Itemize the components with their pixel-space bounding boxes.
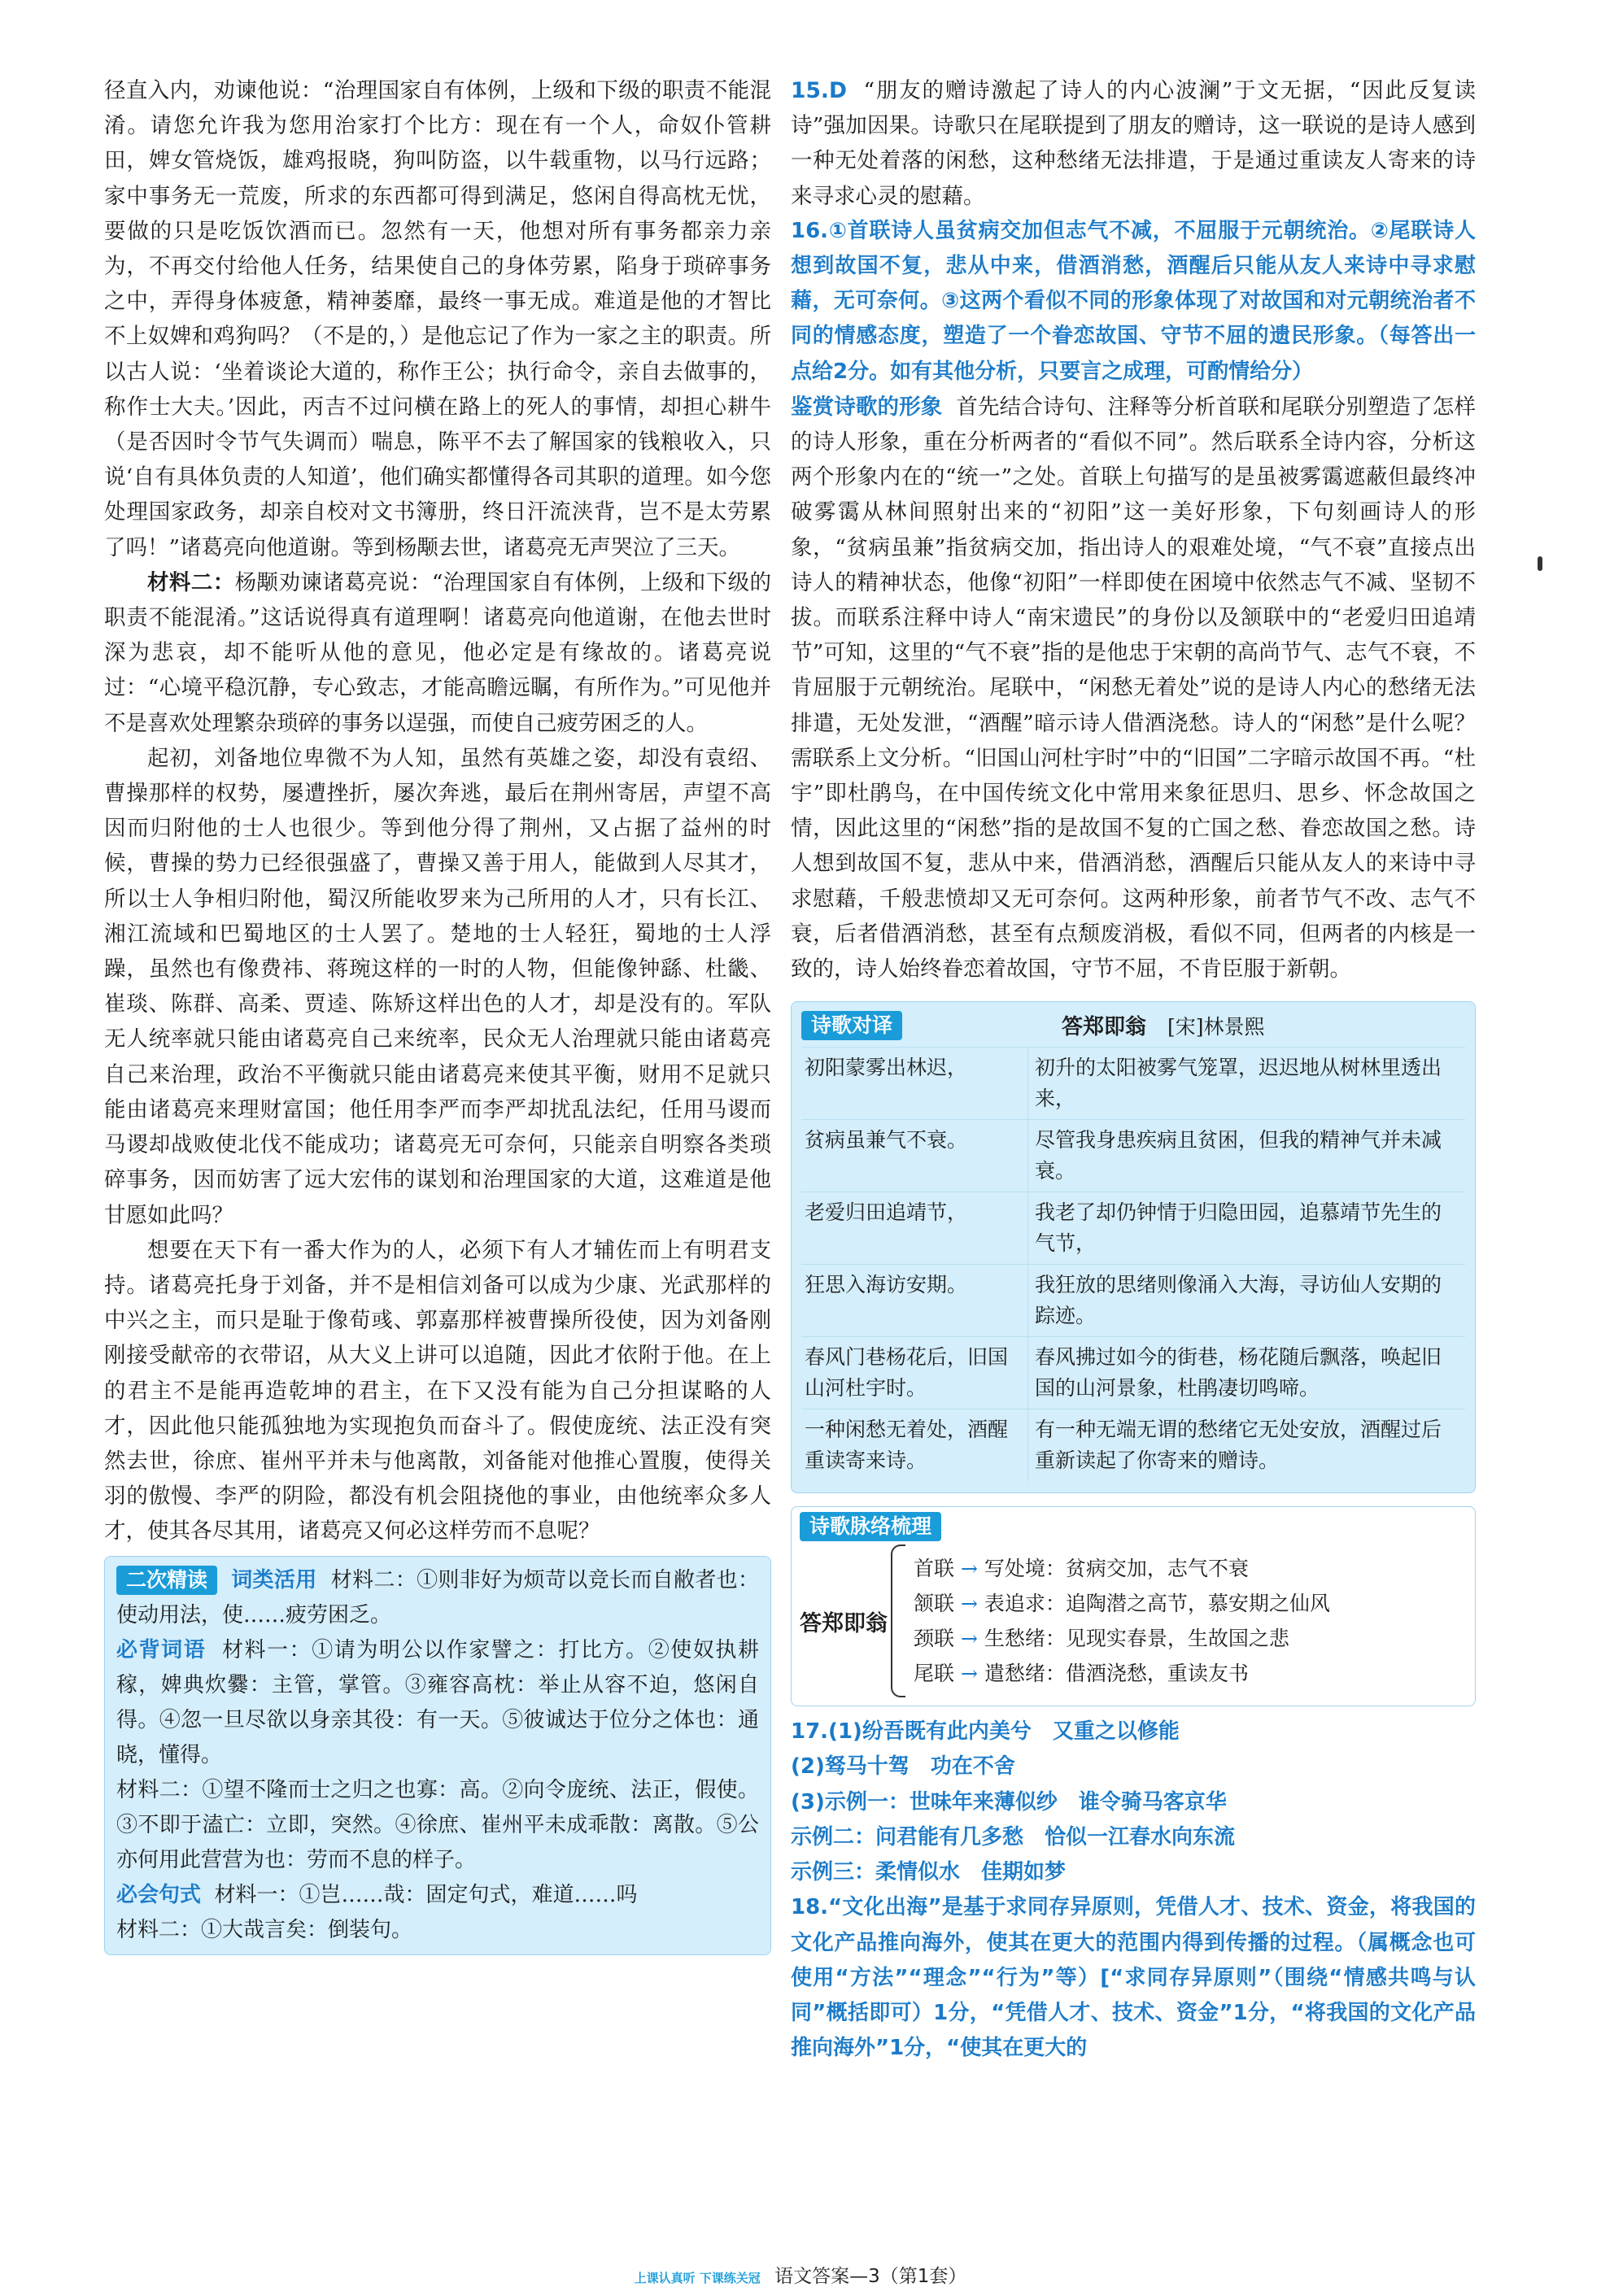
- word-class-heading: 词类活用: [231, 1567, 317, 1592]
- brace-icon: [891, 1544, 905, 1697]
- q15-number: 15.D: [791, 78, 847, 103]
- translated-line: 春风拂过如今的街巷，杨花随后飘落，唤起旧国的山河景象，杜鹃凄切鸣啼。: [1027, 1337, 1465, 1409]
- q17-line: 示例二：问君能有几多愁 恰似一江春水向东流: [791, 1824, 1236, 1849]
- structure-item-value: 生愁绪：见现实春景，生故国之悲: [984, 1627, 1289, 1651]
- q17-line: 17.(1)纷吾既有此内美兮 又重之以修能: [791, 1719, 1180, 1745]
- poem-structure-box: [791, 1506, 1476, 1706]
- page-footer: [0, 2261, 1601, 2288]
- translation-row: [801, 1192, 1465, 1264]
- structure-item-value: 表追求：追陶潜之高节，慕安期之仙风: [984, 1592, 1330, 1616]
- q16-analysis: [791, 390, 1476, 987]
- original-line: 一种闲愁无着处，酒醒重读寄来诗。: [805, 1418, 1009, 1473]
- left-column: [104, 73, 771, 1955]
- structure-poem-title: 答郑即翁: [800, 1610, 888, 1636]
- structure-item-key: 颈联: [914, 1627, 955, 1651]
- original-line: 春风门巷杨花后，旧国山河杜宇时。: [805, 1345, 1009, 1401]
- q17-line: 示例三：柔情似水 佳期如梦: [791, 1860, 1067, 1885]
- arrow-icon: →: [960, 1592, 978, 1616]
- material2-paragraph-2: 起初，刘备地位卑微不为人知，虽然有英雄之姿，却没有袁绍、曹操那样的权势，屡遭挫折，屡次奔逃，最后在荆州寄居，声望不高因而归附他的士人也很少。等到他分得了荆州，又占据了益州的时候，曹操的势力已经很强盛了，曹操又善于用人，能做到人尽其才，所以士人争相归附他，蜀汉所能收罗来为己所用的人才，只有长江、湘江流域和巴蜀地区的士人罢了。楚地的士人轻狂，蜀地的士人浮躁，虽然也有像费祎、蒋琬这样的一时的人物，但能像钟繇、杜畿、崔琰、陈群、高柔、贾逵、陈矫这样出色的人才，却是没有的。军队无人统率就只能由诸葛亮自己来统率，民众无人治理就只能由诸葛亮自己来治理，政治不平衡就只能由诸葛亮来使其平衡，财用不足就只能由诸葛亮来理财富国；他任用李严而李严却扰乱法纪，任用马谡而马谡却战败使北伐不能成功；诸葛亮无可奈何，只能亲自明察各类琐碎事务，因而妨害了远大宏伟的谋划和治理国家的大道，这难道是他甘愿如此吗？: [104, 745, 771, 1228]
- structure-item-key: 尾联: [914, 1662, 955, 1686]
- poem-translation-tag: 诗歌对译: [801, 1011, 902, 1040]
- structure-item: [914, 1551, 1330, 1586]
- material2-text: 杨颙劝谏诸葛亮说：“治理国家自有体例，上级和下级的职责不能混淆。”这话说得真有道理啊！诸葛亮向他道谢，在他去世时深为悲哀，却不能听从他的意见，他必定是有缘故的。诸葛亮说过：“心境平稳沉静，专心致志，才能高瞻远瞩，有所作为。”可见他并不是喜欢处理繁杂琐碎的事务以逞强，而使自己疲劳困乏的人。: [104, 569, 771, 736]
- q15-answer: [791, 73, 1476, 214]
- q17-answer-block: [791, 1714, 1476, 2066]
- footer-logo: 上课认真听 下课练关冠: [634, 2271, 761, 2285]
- translated-line: 有一种无端无谓的愁绪它无处安放，酒醒过后重新读起了你寄来的赠诗。: [1027, 1409, 1465, 1481]
- structure-item-value: 写处境：贫病交加，志气不衰: [984, 1557, 1249, 1581]
- original-line: 初阳蒙雾出林迟，: [805, 1056, 968, 1080]
- second-reading-line-1: [116, 1563, 759, 1633]
- translated-line: 尽管我身患疾病且贫困，但我的精神气并未减衰。: [1027, 1120, 1465, 1192]
- translated-line: 我狂放的思绪则像涌入大海，寻访仙人安期的踪迹。: [1027, 1265, 1465, 1336]
- structure-item-key: 首联: [914, 1557, 955, 1581]
- structure-item-key: 颔联: [914, 1592, 955, 1616]
- poem-structure-map: [800, 1544, 1467, 1697]
- structure-items: [914, 1551, 1330, 1691]
- original-line: 贫病虽兼气不衰。: [805, 1128, 968, 1152]
- poem-translation-box: [791, 1001, 1476, 1493]
- translation-row: [801, 1264, 1465, 1336]
- poem-structure-tag: 诗歌脉络梳理: [800, 1512, 941, 1541]
- original-line: 老爱归田追靖节，: [805, 1200, 968, 1225]
- q16-analysis-label: 鉴赏诗歌的形象: [791, 394, 943, 420]
- q17-line: (2)驽马十驾 功在不舍: [791, 1754, 1015, 1780]
- material2-label: 材料二：: [147, 569, 235, 595]
- original-line: 狂思入海访安期。: [805, 1273, 968, 1297]
- translated-line: 我老了却仍钟情于归隐田园，追慕靖节先生的气节，: [1027, 1192, 1465, 1264]
- second-reading-box: [104, 1556, 771, 1955]
- material1-continued: 径直入内，劝谏他说：“治理国家自有体例，上级和下级的职责不能混淆。请您允许我为您用治家打个比方：现在有一个人，命奴仆管耕田，婢女管烧饭，雄鸡报晓，狗叫防盗，以牛载重物，以马行远路；家中事务无一荒废，所求的东西都可得到满足，悠闲自得高枕无忧，要做的只是吃饭饮酒而已。忽然有一天，他想对所有事务都亲力亲为，不再交付给他人任务，结果使自己的身体劳累，陷身于琐碎事务之中，弄得身体疲惫，精神萎靡，最终一事无成。难道是他的才智比不上奴婢和鸡狗吗？（不是的，）是他忘记了作为一家之主的职责。所以古人说：‘坐着谈论大道的，称作王公；执行命令，亲自去做事的，称作士大夫。’因此，丙吉不过问横在路上的死人的事情，却担心耕牛（是否因时令节气失调而）喘息，陈平不去了解国家的钱粮收入，只说‘自有具体负责的人知道’，他们确实都懂得各司其职的道理。如今您处理国家政务，却亲自校对文书簿册，终日汗流浃背，岂不是太劳累了吗！”诸葛亮向他道谢。等到杨颙去世，诸葛亮无声哭泣了三天。: [104, 78, 771, 560]
- poem-title: 答郑即翁: [1062, 1015, 1147, 1040]
- translation-row: [801, 1119, 1465, 1192]
- material2-paragraph: [104, 565, 771, 741]
- arrow-icon: →: [960, 1557, 978, 1581]
- sentence-line: [116, 1878, 759, 1913]
- sentence-text-2: 材料二：①大哉言矣：倒装句。: [116, 1917, 413, 1942]
- sentence-heading: 必会句式: [116, 1882, 202, 1907]
- arrow-icon: →: [960, 1662, 978, 1686]
- second-reading-tag: 二次精读: [116, 1566, 217, 1595]
- translation-row: [801, 1409, 1465, 1481]
- translated-line: 初升的太阳被雾气笼罩，迟迟地从树林里透出来，: [1027, 1048, 1465, 1119]
- q16-answer-block: [791, 214, 1476, 390]
- q16-analysis-text: 首先结合诗句、注释等分析首联和尾联分别塑造了怎样的诗人形象，重在分析两者的“看似不同”。然后联系全诗内容，分析这两个形象内在的“统一”之处。首联上句描写的是虽被雾霭遮蔽但最终冲破雾霭从林间照射出来的“初阳”这一美好形象，下句刻画诗人的形象，“贫病虽兼”指贫病交加，指出诗人的艰难处境，“气不衰”直接点出诗人的精神状态，他像“初阳”一样即使在困境中依然志气不减、坚韧不拔。而联系注释中诗人“南宋遗民”的身份以及颔联中的“老爱归田追靖节”可知，这里的“气不衰”指的是他忠于宋朝的高尚节气、志气不衰，不肯屈服于元朝统治。尾联中，“闲愁无着处”说的是诗人内心的愁绪无法排遣，无处发泄，“酒醒”暗示诗人借酒浇愁。诗人的“闲愁”是什么呢？需联系上文分析。“旧国山河杜宇时”中的“旧国”二字暗示故国不再。“杜宇”即杜鹃鸟，在中国传统文化中常用来象征思归、思乡、怀念故国之情，因此这里的“闲愁”指的是故国不复的亡国之愁、眷恋故国之愁。诗人想到故国不复，悲从中来，借酒消愁，酒醒后只能从友人的来诗中寻求慰藉，千般悲愤却又无可奈何。这两种形象，前者节气不改、志气不衰，后者借酒消愁，甚至有点颓废消极，看似不同，但两者的内核是一致的，诗人始终眷恋着故国，守节不屈，不肯臣服于新朝。: [791, 394, 1476, 982]
- vocab-text-1: 材料一：①请为明公以作家譬之：打比方。②使奴执耕稼，婢典炊爨：主管，掌管。③雍容高枕：举止从容不迫，悠闲自得。④忽一旦尽欲以身亲其役：有一天。⑤彼诚达于位分之体也：通晓，懂得。: [116, 1637, 759, 1767]
- poem-author: [宋]林景熙: [1167, 1014, 1265, 1039]
- margin-mark: [1538, 556, 1542, 571]
- poem-translation-header: [801, 1010, 1465, 1040]
- translation-row: [801, 1336, 1465, 1409]
- q17-line: (3)示例一：世味年来薄似纱 谁令骑马客京华: [791, 1789, 1227, 1815]
- right-column: [791, 73, 1476, 2066]
- q18-answer: 18.“文化出海”是基于求同存异原则，凭借人才、技术、资金，将我国的文化产品推向海外，使其在更大的范围内得到传播的过程。（属概念也可使用“方法”“理念”“行为”等）[“求同存异原则”（围绕“情感共鸣与认同”概括即可）1分，“凭借人才、技术、资金”1分，“将我国的文化产品推向海外”1分，“使其在更大的: [791, 1895, 1476, 2061]
- vocab-text-2: 材料二：①望不隆而士之归之也寡：高。②向令庞统、法正，假使。③不即于溘亡：立即，突然。④徐庶、崔州平未成乖散：离散。⑤公亦何用此营营为也：劳而不息的样子。: [116, 1777, 759, 1872]
- arrow-icon: →: [960, 1627, 978, 1651]
- structure-item: [914, 1586, 1330, 1621]
- structure-item: [914, 1656, 1330, 1691]
- q16-answer: 16.①首联诗人虽贫病交加但志气不减，不屈服于元朝统治。②尾联诗人想到故国不复，悲从中来，借酒消愁，酒醒后只能从友人来诗中寻求慰藉，无可奈何。③这两个看似不同的形象体现了对故国和对元朝统治者不同的情感态度，塑造了一个眷恋故国、守节不屈的遗民形象。（每答出一点给2分。如有其他分析，只要言之成理，可酌情给分）: [791, 218, 1476, 384]
- q15-text: “朋友的赠诗激起了诗人的内心波澜”于文无据，“因此反复读诗”强加因果。诗歌只在尾联提到了朋友的赠诗，这一联说的是诗人感到一种无处着落的闲愁，这种愁绪无法排遣，于是通过重读友人寄来的诗来寻求心灵的慰藉。: [791, 78, 1476, 209]
- sentence-text-1: 材料一：①岂……哉：固定句式，难道……吗: [214, 1882, 638, 1907]
- word-class-text: 材料二：①则非好为烦苛以竞长而自敝者也：使动用法，使……疲劳困乏。: [116, 1567, 760, 1627]
- structure-item-value: 遣愁绪：借酒浇愁，重读友书: [984, 1662, 1249, 1686]
- footer-page-label: 语文答案—3（第1套）: [774, 2266, 967, 2287]
- material2-paragraph-3: 想要在天下有一番大作为的人，必须下有人才辅佐而上有明君支持。诸葛亮托身于刘备，并不是相信刘备可以成为少康、光武那样的中兴之主，而只是耻于像荀彧、郭嘉那样被曹操所役使，因为刘备刚刚接受献帝的衣带诏，从大义上讲可以追随，因此才依附于他。在上的君主不是能再造乾坤的君主，在下又没有能为自己分担谋略的人才，因此他只能孤独地为实现抱负而奋斗了。假使庞统、法正没有突然去世，徐庶、崔州平并未与他离散，刘备能对他推心置腹，使得关羽的傲慢、李严的阴险，都没有机会阻挠他的事业，由他统率众多人才，使其各尽其用，诸葛亮又何必这样劳而不息呢？: [104, 1237, 771, 1544]
- vocab-line: [116, 1633, 759, 1773]
- vocab-heading: 必背词语: [116, 1637, 207, 1662]
- translation-row: [801, 1047, 1465, 1119]
- structure-item: [914, 1621, 1330, 1656]
